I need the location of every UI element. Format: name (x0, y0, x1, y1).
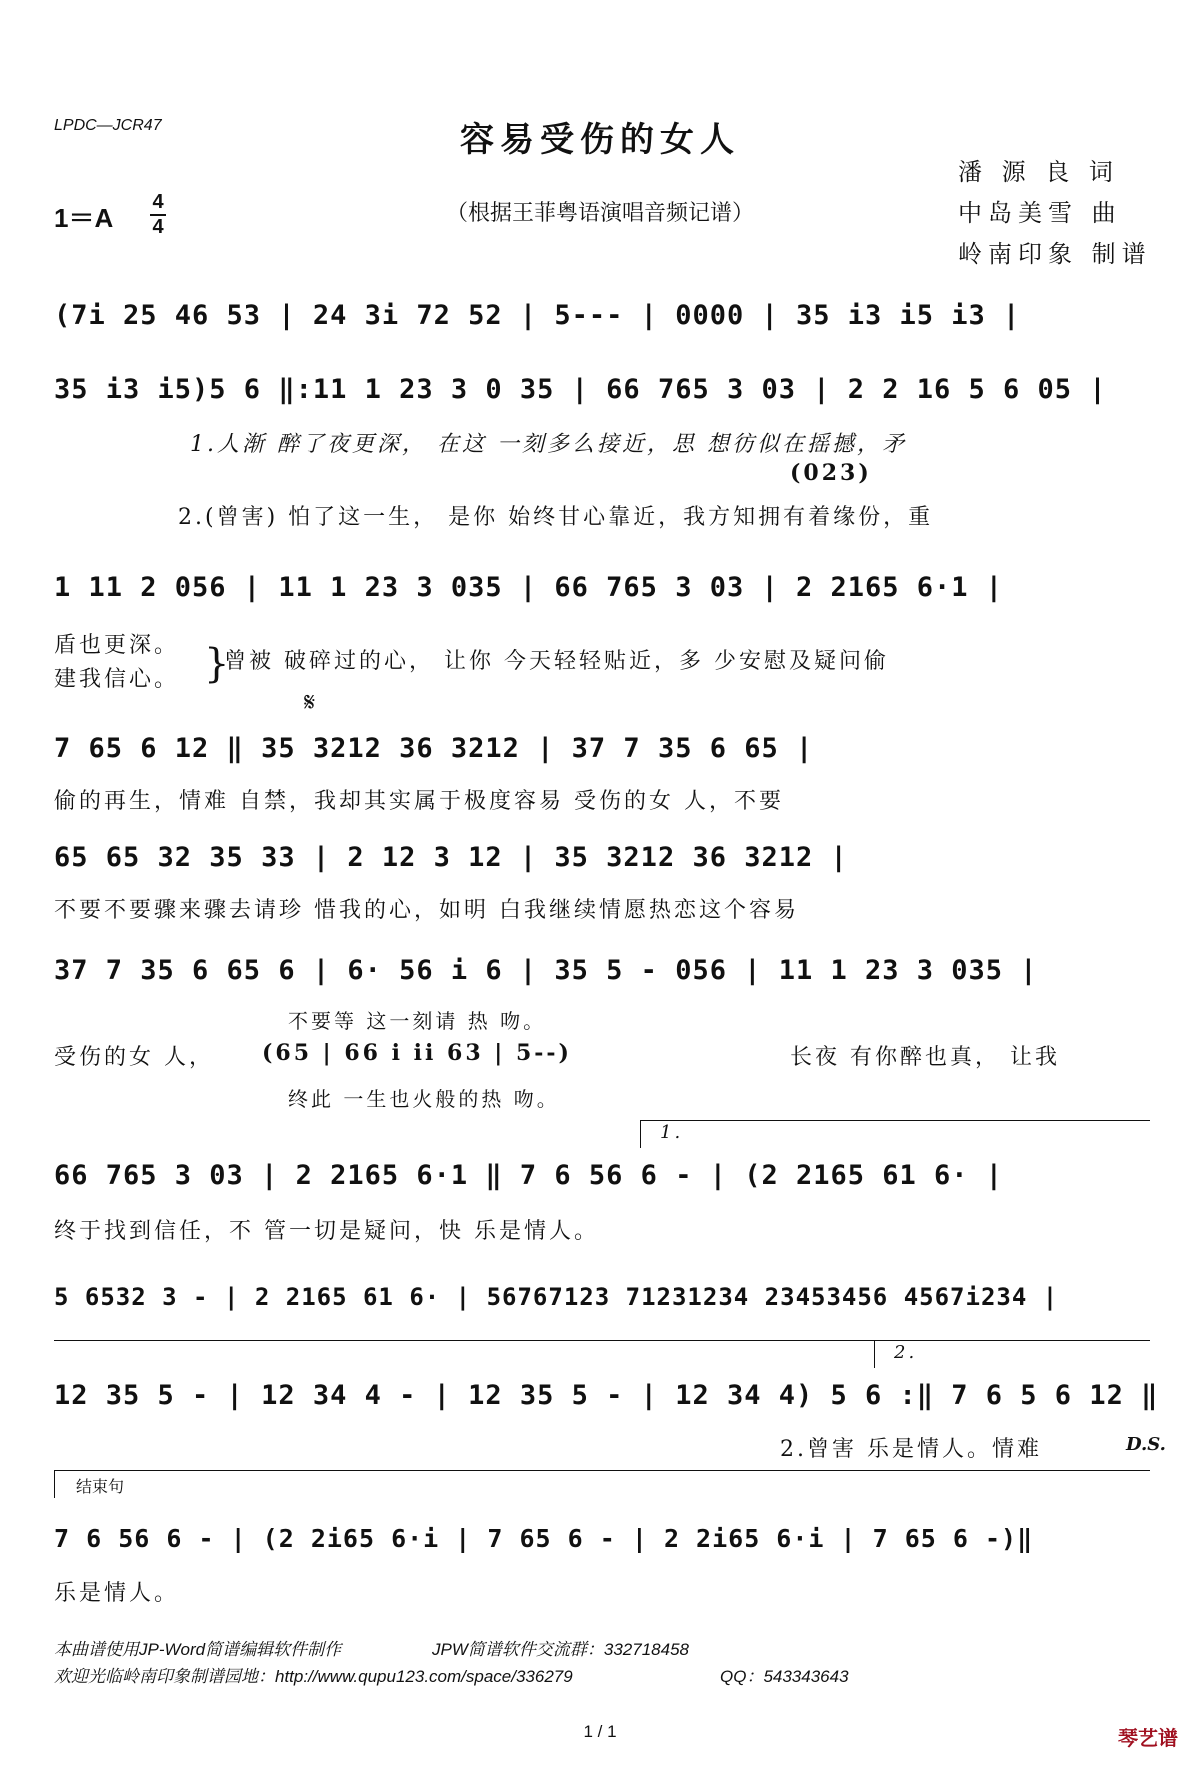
ending-phrase-label: 结束句 (76, 1477, 125, 1496)
lyric-line-6a: 不要等 这一刻请 热 吻。 (288, 1009, 547, 1033)
key-signature: 1＝A (54, 203, 114, 233)
notation-line-4: 7 65 6 12 ‖ 35 3212 36 3212 | 37 7 35 6 65 | (54, 733, 814, 764)
footer-software-note: 本曲谱使用JP-Word简谱编辑软件制作 (54, 1640, 342, 1659)
time-signature-top: 4 (152, 191, 164, 213)
notation-line-1: (7i 25 46 53 | 24 3i 72 52 | 5--- | 0000 | 35 i3 i5 i3 | (54, 300, 1021, 331)
lyric-line-2-verse-2: 2.(曾害) 怕了这一生， 是你 始终甘心靠近，我方知拥有着缘份，重 (178, 505, 934, 530)
lyric-line-6c: 长夜 有你醉也真， 让我 (790, 1045, 1060, 1070)
lyric-line-3b: 建我信心。 (54, 667, 180, 692)
page-number: 1 / 1 (583, 1722, 617, 1741)
dal-segno-mark: D.S. (1126, 1434, 1166, 1455)
lyric-line-6d: 终此 一生也火般的热 吻。 (288, 1087, 560, 1111)
song-subtitle: （根据王菲粤语演唱音频记谱） (445, 201, 754, 226)
time-signature (148, 192, 168, 238)
pickup-notes: (023) (790, 460, 872, 486)
segno-sign: 𝄋 (304, 688, 319, 718)
verse-brace: } (204, 641, 233, 687)
lyric-line-10: 乐是情人。 (54, 1581, 180, 1606)
lyric-line-3c: 曾被 破碎过的心， 让你 今天轻轻贴近，多 少安慰及疑问偷 (224, 649, 889, 674)
second-ending-label: 2. (894, 1342, 918, 1363)
notation-line-7: 66 765 3 03 | 2 2165 6·1 ‖ 7 6 56 6 - | (2 2165 61 6· | (54, 1160, 1004, 1191)
lyricist-credit: 潘 源 良 词 (958, 158, 1119, 186)
lyric-line-3a: 盾也更深。 (54, 633, 180, 658)
arranger-credit: 岭南印象 制谱 (958, 240, 1152, 268)
interlude-notes: (65 | 66 i ii 63 | 5--) (262, 1040, 572, 1066)
song-title: 容易受伤的女人 (460, 120, 740, 160)
lyric-line-5: 不要不要骤来骤去请珍 惜我的心，如明 白我继续情愿热恋这个容易 (54, 898, 799, 923)
notation-line-6: 37 7 35 6 65 6 | 6· 56 i 6 | 35 5 - 056 | 11 1 23 3 035 | (54, 955, 1038, 986)
time-signature-bottom: 4 (152, 216, 164, 238)
notation-line-10: 7 6 56 6 - | (2 2i65 6·i | 7 65 6 - | 2 2i65 6·i | 7 65 6 -)‖ (54, 1524, 1034, 1553)
lyric-line-7: 终于找到信任，不 管一切是疑问，快 乐是情人。 (54, 1219, 599, 1244)
score-code: LPDC—JCR47 (54, 117, 162, 134)
lyric-line-2-verse-1 (190, 427, 907, 458)
footer-website-note[interactable]: 欢迎光临岭南印象制谱园地：http://www.qupu123.com/space/336279 (54, 1667, 573, 1686)
footer-group-note: JPW简谱软件交流群：332718458 (432, 1640, 689, 1659)
verse-1-text: 1.人渐 醉了夜更深， 在这 一刻多么接近，思 想彷似在摇撼，矛 (190, 432, 907, 457)
notation-line-9: 12 35 5 - | 12 34 4 - | 12 35 5 - | 12 34 4) 5 6 :‖ 7 6 5 6 12 ‖ (54, 1380, 1159, 1411)
footer-qq-note: QQ：543343643 (720, 1667, 849, 1686)
lyric-line-4: 偷的再生，情难 自禁，我却其实属于极度容易 受伤的女 人，不要 (54, 789, 784, 814)
composer-credit: 中岛美雪 曲 (958, 199, 1122, 227)
notation-line-5: 65 65 32 35 33 | 2 12 3 12 | 35 3212 36 3212 | (54, 842, 848, 873)
notation-line-3: 1 11 2 056 | 11 1 23 3 035 | 66 765 3 03 | 2 2165 6·1 | (54, 572, 1004, 603)
notation-line-8: 5 6532 3 - | 2 2165 61 6· | 56767123 71231234 23453456 4567i234 | (54, 1283, 1059, 1311)
lyric-line-9: 2.曾害 乐是情人。情难 (780, 1437, 1042, 1462)
first-ending-label: 1. (660, 1122, 684, 1143)
notation-line-2: 35 i3 i5)5 6 ‖:11 1 23 3 0 35 | 66 765 3 03 | 2 2 16 5 6 05 | (54, 374, 1107, 405)
lyric-line-6b: 受伤的女 人， (54, 1045, 214, 1070)
site-logo: 琴艺谱 (1118, 1728, 1178, 1750)
